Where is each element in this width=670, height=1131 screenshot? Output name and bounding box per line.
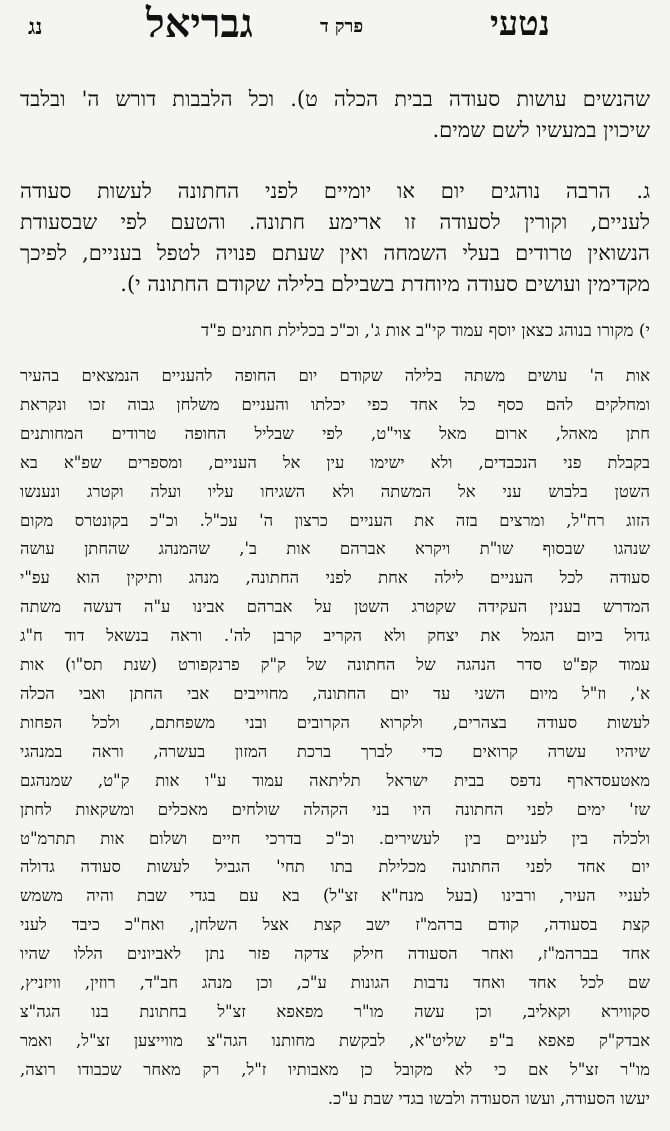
- footnote-line: שיהיו עשרה קרואים כדי לברך ברכת המזון בעשרה, וראה במנהגי: [20, 741, 650, 761]
- footnote-line: עמוד קפ"ט סדר הנהגה של החתונה של ק"ק פרנקפורט (שנת תס"ו) אות: [20, 655, 650, 675]
- footnote-header: י) מקורו בנוהג כצאן יוסף עמוד קי"ב אות ג', וכ"כ בכלילת חתנים פ"ד: [201, 321, 650, 341]
- footnote-line: קצת בסעודה, קודם ברהמ"ז ישב קצת אצל השלחן, ואח"כ כיבד לעני: [20, 915, 650, 935]
- page-header: [20, 0, 650, 58]
- text-line: לעניים, וקורין לסעודה זו ארימע חתונה. והטעם לפי שבסעודת: [20, 210, 650, 234]
- footnote-line: המדרש בענין העקידה שקטרג השטן על אברהם אבינו ע"ה דעשה משתה: [20, 597, 650, 617]
- footnote-line: לעשות סעודה בצהרים, ולקרוא הקרובים ובני משפחתם, ולכל הפחות: [20, 712, 650, 732]
- footnote-line: ולכלה בין לעניים בין לעשירים. וכ"כ בדרכי חיים ושלום אות תתרמ"ט: [20, 828, 650, 848]
- series-title: נטעי: [490, 4, 550, 44]
- footnote-line: שנהגו שבסוף שו"ת ויקרא אברהם אות ב', שהמנהג שהחתן עושה: [20, 539, 650, 559]
- footnote-line: חתן מאהל, ארום מאל צוי"ט, לפי שבליל החופה טרודים המחותנים: [20, 423, 650, 443]
- footnote-line: השטן בלבוש עני אל המשתה ולא השגיחו עליו ועלה וקטרג ונענשו: [20, 481, 650, 501]
- footnote-line: אבדק"ק פאפא ב"פ שליט"א, לבקשת מחותנו הגה"צ מווייצען זצ"ל, ואמר: [20, 1030, 650, 1050]
- text-line: שיכוין במעשיו לשם שמים.: [432, 118, 650, 142]
- footnote-line: אות ה' עושים משתה בלילה שקודם יום החופה להעניים הנמצאים בהעיר: [20, 366, 650, 385]
- footnote-line: מאטעסדארף נדפס בבית ישראל תליתאה עמוד ע"ו אות ק"ט, שמנהגם: [20, 770, 650, 790]
- footnote-line: א', וז"ל מיום השני עד יום החתונה, מחוייבים אבי החתן ואבי הכלה: [20, 683, 650, 703]
- text-line: ג. הרבה נוהגים יום או יומיים לפני החתונה לעשות סעודה: [20, 179, 650, 203]
- footnote-line: גדול ביום הגמל את יצחק ולא הקריב קרבן לה'. וראה בנשאל דוד ח"ג: [20, 626, 650, 646]
- footnote-line: אחד בברהמ"ז, ואחר הסעודה חילק צדקה פזר נתן לאביונים הללו שהיו: [20, 944, 650, 964]
- book-title: גבריאל: [146, 0, 254, 47]
- footnote-line: שז' ימים לפני החתונה היו בני הקהלה שולחים מאכלים ומשקאות לחתן: [20, 799, 650, 819]
- footnote-line: יום אחד לפני החתונה מכלילת בתו תחי' הגביל לעשות סעודה גדולה: [20, 857, 650, 877]
- footnote-line: סעודה לכל העניים לילה אחת לפני החתונה, מנהג ותיקין הוא עפ"י: [20, 568, 650, 588]
- footnote-line: לעניי העיר, ורבינו (בעל מנח"א זצ"ל) בא עם בגדי שבת והיה משמש: [20, 886, 650, 906]
- footnote-body: [20, 362, 650, 1114]
- paragraph-intro: [20, 84, 650, 146]
- footnote-line: סקווירא וקאליב, וכן עשה מו"ר מפאפא זצ"ל בחתונת בנו הגה"צ: [20, 1001, 650, 1021]
- footnote-line: מו"ר זצ"ל אם כי לא מקובל כן מאבותיו ז"ל, רק מאחר שכבודו רוצה,: [20, 1059, 650, 1079]
- paragraph-section-g: [20, 176, 650, 300]
- chapter-label: פרק ד: [320, 16, 364, 37]
- footnote-line: ומחלקים להם כסף כל אחד כפי יכלתו והעניים משלחן גבוה זכו ונקראת: [20, 394, 650, 414]
- text-line: הנשואין טרודים בעלי השמחה ואין שעתם פנויה לטפל בעניים, לפיכך: [20, 241, 650, 265]
- footnote-line: יעשו הסעודה, ועשו הסעודה ולבשו בגדי שבת ע"כ.: [327, 1088, 650, 1108]
- text-line: שהנשים עושות סעודה בבית הכלה ט). וכל הלבבות דורש ה' ובלבד: [20, 87, 650, 111]
- footnote-line: שם לכל אחד ואחד נדבות הגונות ע"כ, וכן מנהג חב"ד, רוזין, וויזניץ,: [20, 973, 650, 993]
- page-number: נג: [28, 14, 43, 40]
- footnote-line: בקבלת פני הנכבדים, ולא ישימו עין אל העניים, ומספרים שפ"א בא: [20, 452, 650, 472]
- text-line: מקדימין ועושים סעודה מיוחדת בשבילם בלילה שקודם החתונה י).: [120, 272, 650, 296]
- footnote-line: הזוג רח"ל, ומרצים בזה את העניים כרצון ה' עכ"ל. וכ"כ בקונטרס מקום: [20, 510, 650, 530]
